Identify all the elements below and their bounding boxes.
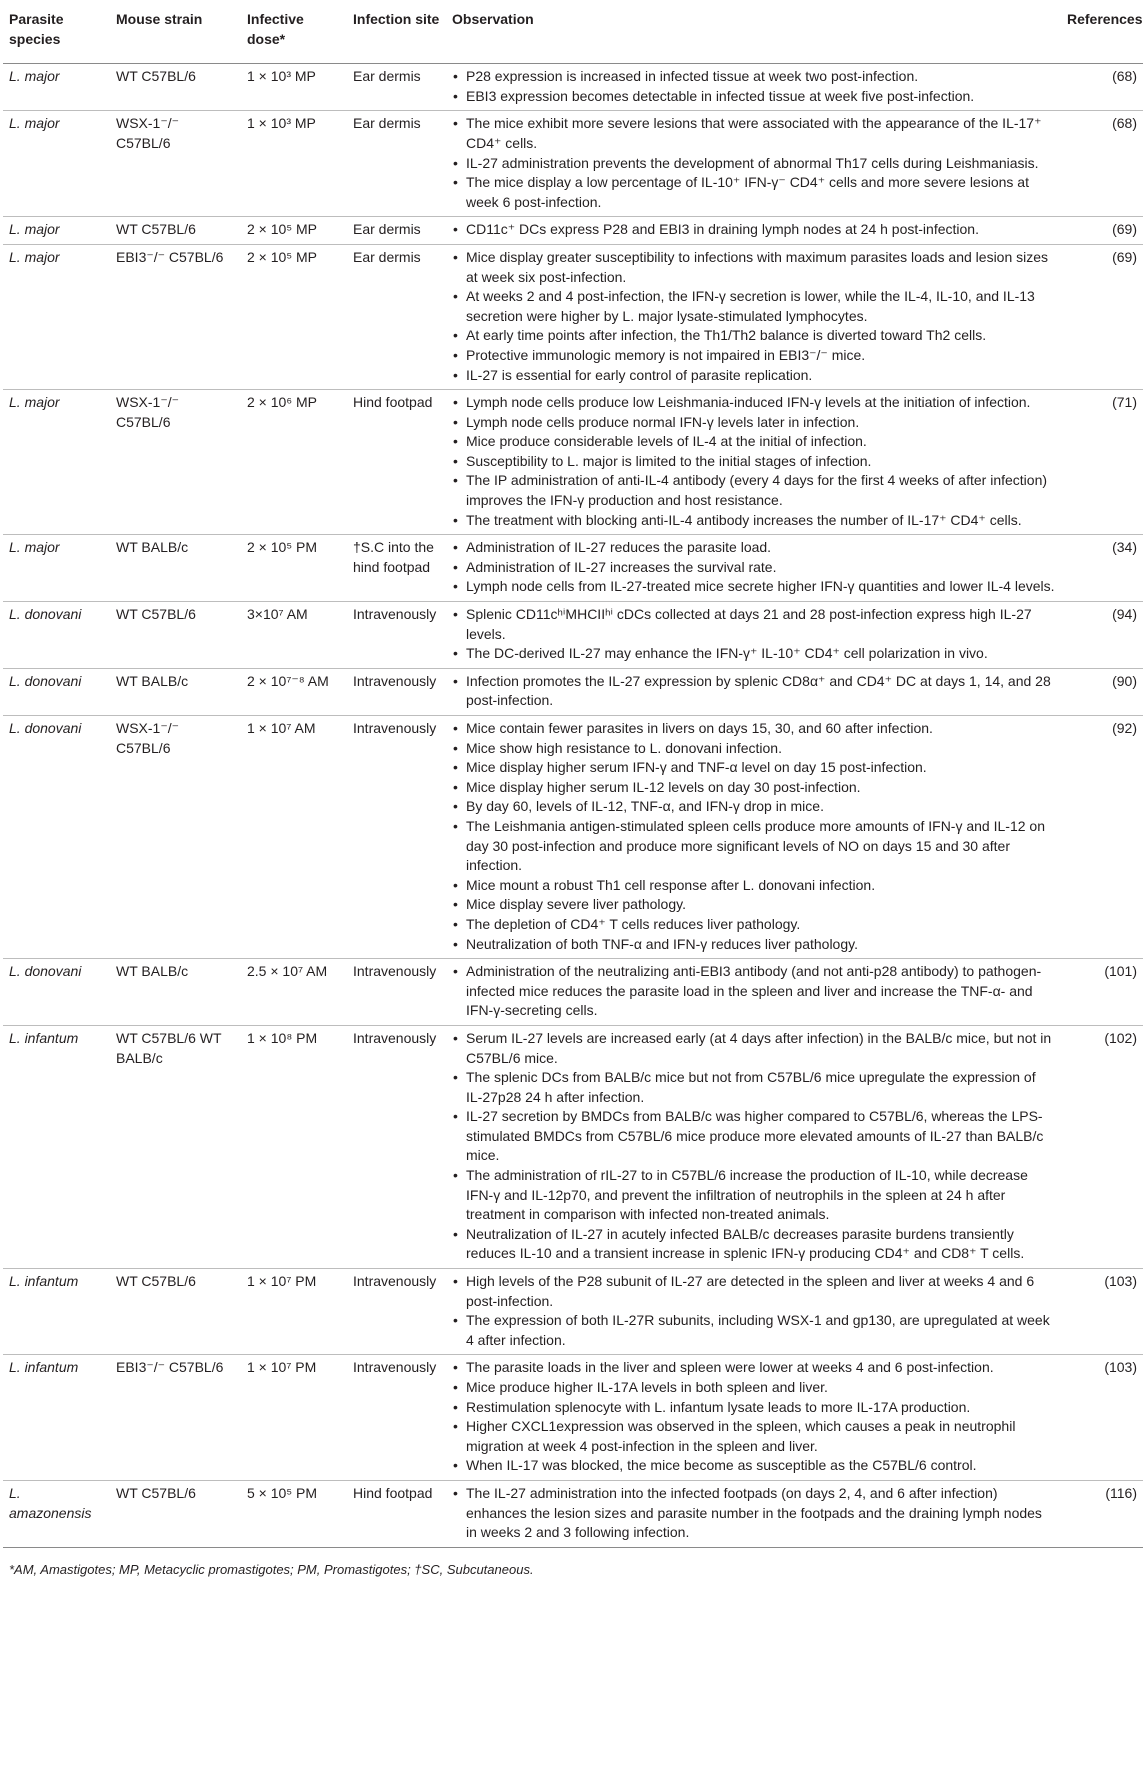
cell-infective-dose: 2 × 10⁵ PM (241, 535, 347, 602)
cell-infection-site: †S.C into the hind footpad (347, 535, 446, 602)
cell-observation (446, 716, 1061, 959)
cell-reference: (101) (1061, 959, 1143, 1026)
table-row (3, 1269, 1143, 1355)
cell-infection-site: Intravenously (347, 1025, 446, 1268)
observation-item: • Mice display greater susceptibility to infections with maximum parasites loads and lesion sizes at week six post-infection. (452, 248, 1055, 287)
observation-item: • Infection promotes the IL-27 expression by splenic CD8α⁺ and CD4⁺ DC at days 1, 14, and 28 post-infection. (452, 672, 1055, 711)
observation-item: • Mice show high resistance to L. donovani infection. (452, 739, 1055, 759)
cell-mouse-strain: WT BALB/c (110, 535, 241, 602)
table-row (3, 111, 1143, 217)
observation-item: • Neutralization of both TNF-α and IFN-γ reduces liver pathology. (452, 935, 1055, 955)
header-observation: Observation (446, 0, 1061, 64)
cell-infection-site: Intravenously (347, 602, 446, 669)
cell-parasite-species: L. donovani (3, 602, 110, 669)
cell-mouse-strain: WT C57BL/6 (110, 1269, 241, 1355)
cell-observation (446, 1480, 1061, 1547)
observation-item: • The administration of rIL-27 to in C57BL/6 increase the production of IL-10, while decrease IFN-γ and IL-12p70, and prevent the infiltration of neutrophils in the spleen at 24 h after treatment in comparison with infected non-treated animals. (452, 1166, 1055, 1225)
cell-observation (446, 64, 1061, 111)
table-row (3, 1025, 1143, 1268)
observation-list (452, 605, 1055, 664)
cell-mouse-strain: WT C57BL/6 (110, 217, 241, 245)
cell-parasite-species: L. major (3, 111, 110, 217)
cell-infective-dose: 1 × 10⁷ AM (241, 716, 347, 959)
observation-item: • Neutralization of IL-27 in acutely infected BALB/c decreases parasite burdens transiently reduces IL-10 and a transient increase in splenic IFN-γ producing CD4⁺ and CD8⁺ T cells. (452, 1225, 1055, 1264)
cell-mouse-strain: WT C57BL/6 WT BALB/c (110, 1025, 241, 1268)
observation-list (452, 1484, 1055, 1543)
cell-infective-dose: 2 × 10⁷⁻⁸ AM (241, 668, 347, 715)
observation-list (452, 672, 1055, 711)
observation-item: • Lymph node cells produce low Leishmania-induced IFN-γ levels at the initiation of infection. (452, 393, 1055, 413)
observation-item: • The IL-27 administration into the infected footpads (on days 2, 4, and 6 after infection) enhances the lesion sizes and parasite number in the footpads and the draining lymph nodes in weeks 2 and 3 following infection. (452, 1484, 1055, 1543)
observation-list (452, 1029, 1055, 1264)
cell-infection-site: Intravenously (347, 959, 446, 1026)
observation-list (452, 248, 1055, 385)
cell-infection-site: Intravenously (347, 1269, 446, 1355)
cell-infection-site: Hind footpad (347, 1480, 446, 1547)
table-row (3, 535, 1143, 602)
observation-list (452, 719, 1055, 954)
cell-reference: (69) (1061, 244, 1143, 389)
cell-parasite-species: L. donovani (3, 959, 110, 1026)
cell-parasite-species: L. major (3, 535, 110, 602)
observation-item: • The expression of both IL-27R subunits, including WSX-1 and gp130, are upregulated at week 4 after infection. (452, 1311, 1055, 1350)
table-row (3, 602, 1143, 669)
observation-item: • IL-27 administration prevents the development of abnormal Th17 cells during Leishmaniasis. (452, 154, 1055, 174)
cell-reference: (71) (1061, 390, 1143, 535)
observation-item: • Splenic CD11cʰⁱMHCIIʰⁱ cDCs collected at days 21 and 28 post-infection express high IL-27 levels. (452, 605, 1055, 644)
observation-item: • The mice display a low percentage of IL-10⁺ IFN-γ⁻ CD4⁺ cells and more severe lesions at week 6 post-infection. (452, 173, 1055, 212)
cell-parasite-species: L. major (3, 244, 110, 389)
observation-item: • The splenic DCs from BALB/c mice but not from C57BL/6 mice upregulate the expression of IL-27p28 24 h after infection. (452, 1068, 1055, 1107)
cell-mouse-strain: WT BALB/c (110, 668, 241, 715)
cell-infective-dose: 2 × 10⁶ MP (241, 390, 347, 535)
cell-observation (446, 1269, 1061, 1355)
cell-parasite-species: L. major (3, 64, 110, 111)
header-parasite-species: Parasite species (3, 0, 110, 64)
observation-list (452, 220, 1055, 240)
cell-mouse-strain: WT C57BL/6 (110, 1480, 241, 1547)
cell-infection-site: Intravenously (347, 716, 446, 959)
observation-item: • The treatment with blocking anti-IL-4 antibody increases the number of IL-17⁺ CD4⁺ cells. (452, 511, 1055, 531)
cell-reference: (102) (1061, 1025, 1143, 1268)
observation-item: • The depletion of CD4⁺ T cells reduces liver pathology. (452, 915, 1055, 935)
cell-parasite-species: L. infantum (3, 1269, 110, 1355)
cell-infection-site: Ear dermis (347, 111, 446, 217)
cell-infective-dose: 1 × 10⁷ PM (241, 1269, 347, 1355)
table-header (3, 0, 1143, 64)
observation-item: • IL-27 is essential for early control of parasite replication. (452, 366, 1055, 386)
observation-list (452, 1358, 1055, 1476)
table-footnote: *AM, Amastigotes; MP, Metacyclic promastigotes; PM, Promastigotes; †SC, Subcutaneous. (9, 1561, 534, 1577)
cell-observation (446, 959, 1061, 1026)
cell-reference: (116) (1061, 1480, 1143, 1547)
cell-observation (446, 535, 1061, 602)
cell-mouse-strain: EBI3⁻/⁻ C57BL/6 (110, 244, 241, 389)
cell-reference: (103) (1061, 1269, 1143, 1355)
observation-item: • The mice exhibit more severe lesions that were associated with the appearance of the IL-17⁺ CD4⁺ cells. (452, 114, 1055, 153)
cell-reference: (69) (1061, 217, 1143, 245)
observation-list (452, 67, 1055, 106)
cell-reference: (68) (1061, 64, 1143, 111)
cell-parasite-species: L. donovani (3, 716, 110, 959)
cell-mouse-strain: EBI3⁻/⁻ C57BL/6 (110, 1355, 241, 1481)
observation-item: • The IP administration of anti-IL-4 antibody (every 4 days for the first 4 weeks of after infection) improves the IFN-γ production and host resistance. (452, 471, 1055, 510)
cell-infective-dose: 2.5 × 10⁷ AM (241, 959, 347, 1026)
observation-item: • IL-27 secretion by BMDCs from BALB/c was higher compared to C57BL/6, whereas the LPS-stimulated BMDCs from C57BL/6 mice produce more elevated amounts of IL-27 than BALB/c mice. (452, 1107, 1055, 1166)
observation-item: • Lymph node cells from IL-27-treated mice secrete higher IFN-γ quantities and lower IL-4 levels. (452, 577, 1055, 597)
observation-item: • By day 60, levels of IL-12, TNF-α, and IFN-γ drop in mice. (452, 797, 1055, 817)
table-row (3, 217, 1143, 245)
cell-parasite-species: L. donovani (3, 668, 110, 715)
observation-item: • Administration of IL-27 increases the survival rate. (452, 558, 1055, 578)
cell-observation (446, 1355, 1061, 1481)
leishmania-il27-table (3, 0, 1143, 1548)
header-infective-dose: Infective dose* (241, 0, 347, 64)
observation-item: • Restimulation splenocyte with L. infantum lysate leads to more IL-17A production. (452, 1398, 1055, 1418)
cell-reference: (34) (1061, 535, 1143, 602)
observation-list (452, 114, 1055, 212)
observation-item: • At weeks 2 and 4 post-infection, the IFN-γ secretion is lower, while the IL-4, IL-10, and IL-13 secretion were higher by L. major lysate-stimulated lymphocytes. (452, 287, 1055, 326)
cell-observation (446, 244, 1061, 389)
cell-observation (446, 111, 1061, 217)
observation-item: • Mice produce higher IL-17A levels in both spleen and liver. (452, 1378, 1055, 1398)
observation-item: • Serum IL-27 levels are increased early (at 4 days after infection) in the BALB/c mice, but not in C57BL/6 mice. (452, 1029, 1055, 1068)
observation-item: • The Leishmania antigen-stimulated spleen cells produce more amounts of IFN-γ and IL-12 on day 30 post-infection and produce more significant levels of NO on days 15 and 30 after infection. (452, 817, 1055, 876)
cell-observation (446, 390, 1061, 535)
cell-reference: (94) (1061, 602, 1143, 669)
cell-infective-dose: 2 × 10⁵ MP (241, 244, 347, 389)
cell-parasite-species: L. infantum (3, 1025, 110, 1268)
cell-mouse-strain: WT C57BL/6 (110, 602, 241, 669)
cell-reference: (68) (1061, 111, 1143, 217)
cell-mouse-strain: WSX-1⁻/⁻ C57BL/6 (110, 390, 241, 535)
cell-infective-dose: 1 × 10³ MP (241, 111, 347, 217)
header-mouse-strain: Mouse strain (110, 0, 241, 64)
observation-list (452, 1272, 1055, 1350)
observation-item: • CD11c⁺ DCs express P28 and EBI3 in draining lymph nodes at 24 h post-infection. (452, 220, 1055, 240)
observation-item: • Administration of the neutralizing anti-EBI3 antibody (and not anti-p28 antibody) to pathogen-infected mice reduces the parasite load in the spleen and liver and increase the TNF-α- and IFN-γ-secreting cells. (452, 962, 1055, 1021)
cell-parasite-species: L. major (3, 217, 110, 245)
observation-item: • EBI3 expression becomes detectable in infected tissue at week five post-infection. (452, 87, 1055, 107)
cell-observation (446, 217, 1061, 245)
table-row (3, 64, 1143, 111)
header-references: References (1061, 0, 1143, 64)
cell-observation (446, 668, 1061, 715)
table-row (3, 716, 1143, 959)
cell-infective-dose: 3×10⁷ AM (241, 602, 347, 669)
cell-parasite-species: L. infantum (3, 1355, 110, 1481)
observation-item: • Mice produce considerable levels of IL-4 at the initial of infection. (452, 432, 1055, 452)
cell-infection-site: Intravenously (347, 1355, 446, 1481)
cell-infective-dose: 1 × 10⁷ PM (241, 1355, 347, 1481)
cell-infective-dose: 1 × 10⁸ PM (241, 1025, 347, 1268)
observation-item: • Protective immunologic memory is not impaired in EBI3⁻/⁻ mice. (452, 346, 1055, 366)
cell-reference: (90) (1061, 668, 1143, 715)
cell-reference: (92) (1061, 716, 1143, 959)
observation-item: • Higher CXCL1expression was observed in the spleen, which causes a peak in neutrophil migration at week 4 post-infection in the spleen and liver. (452, 1417, 1055, 1456)
observation-item: • P28 expression is increased in infected tissue at week two post-infection. (452, 67, 1055, 87)
cell-infection-site: Hind footpad (347, 390, 446, 535)
observation-item: • Administration of IL-27 reduces the parasite load. (452, 538, 1055, 558)
table-row (3, 959, 1143, 1026)
cell-mouse-strain: WSX-1⁻/⁻ C57BL/6 (110, 716, 241, 959)
observation-item: • Lymph node cells produce normal IFN-γ levels later in infection. (452, 413, 1055, 433)
cell-infection-site: Ear dermis (347, 64, 446, 111)
cell-mouse-strain: WT BALB/c (110, 959, 241, 1026)
cell-mouse-strain: WSX-1⁻/⁻ C57BL/6 (110, 111, 241, 217)
cell-observation (446, 602, 1061, 669)
table-body (3, 64, 1143, 1548)
observation-item: • Mice contain fewer parasites in livers on days 15, 30, and 60 after infection. (452, 719, 1055, 739)
cell-reference: (103) (1061, 1355, 1143, 1481)
table-row (3, 390, 1143, 535)
observation-item: • The parasite loads in the liver and spleen were lower at weeks 4 and 6 post-infection. (452, 1358, 1055, 1378)
observation-item: • Susceptibility to L. major is limited to the initial stages of infection. (452, 452, 1055, 472)
cell-parasite-species: L. major (3, 390, 110, 535)
table-row (3, 1355, 1143, 1481)
observation-list (452, 393, 1055, 530)
observation-item: • When IL-17 was blocked, the mice become as susceptible as the C57BL/6 control. (452, 1456, 1055, 1476)
cell-infection-site: Ear dermis (347, 244, 446, 389)
table-row (3, 668, 1143, 715)
cell-infection-site: Intravenously (347, 668, 446, 715)
observation-item: • At early time points after infection, the Th1/Th2 balance is diverted toward Th2 cells. (452, 326, 1055, 346)
observation-item: • Mice display severe liver pathology. (452, 895, 1055, 915)
observation-item: • High levels of the P28 subunit of IL-27 are detected in the spleen and liver at weeks 4 and 6 post-infection. (452, 1272, 1055, 1311)
observation-item: • The DC-derived IL-27 may enhance the IFN-γ⁺ IL-10⁺ CD4⁺ cell polarization in vivo. (452, 644, 1055, 664)
table-row (3, 1480, 1143, 1547)
cell-infection-site: Ear dermis (347, 217, 446, 245)
cell-infective-dose: 5 × 10⁵ PM (241, 1480, 347, 1547)
table-row (3, 244, 1143, 389)
observation-item: • Mice display higher serum IFN-γ and TNF-α level on day 15 post-infection. (452, 758, 1055, 778)
cell-parasite-species: L. amazonensis (3, 1480, 110, 1547)
observation-item: • Mice mount a robust Th1 cell response after L. donovani infection. (452, 876, 1055, 896)
cell-infective-dose: 1 × 10³ MP (241, 64, 347, 111)
cell-infective-dose: 2 × 10⁵ MP (241, 217, 347, 245)
header-infection-site: Infection site (347, 0, 446, 64)
observation-list (452, 962, 1055, 1021)
observation-item: • Mice display higher serum IL-12 levels on day 30 post-infection. (452, 778, 1055, 798)
observation-list (452, 538, 1055, 597)
cell-mouse-strain: WT C57BL/6 (110, 64, 241, 111)
cell-observation (446, 1025, 1061, 1268)
